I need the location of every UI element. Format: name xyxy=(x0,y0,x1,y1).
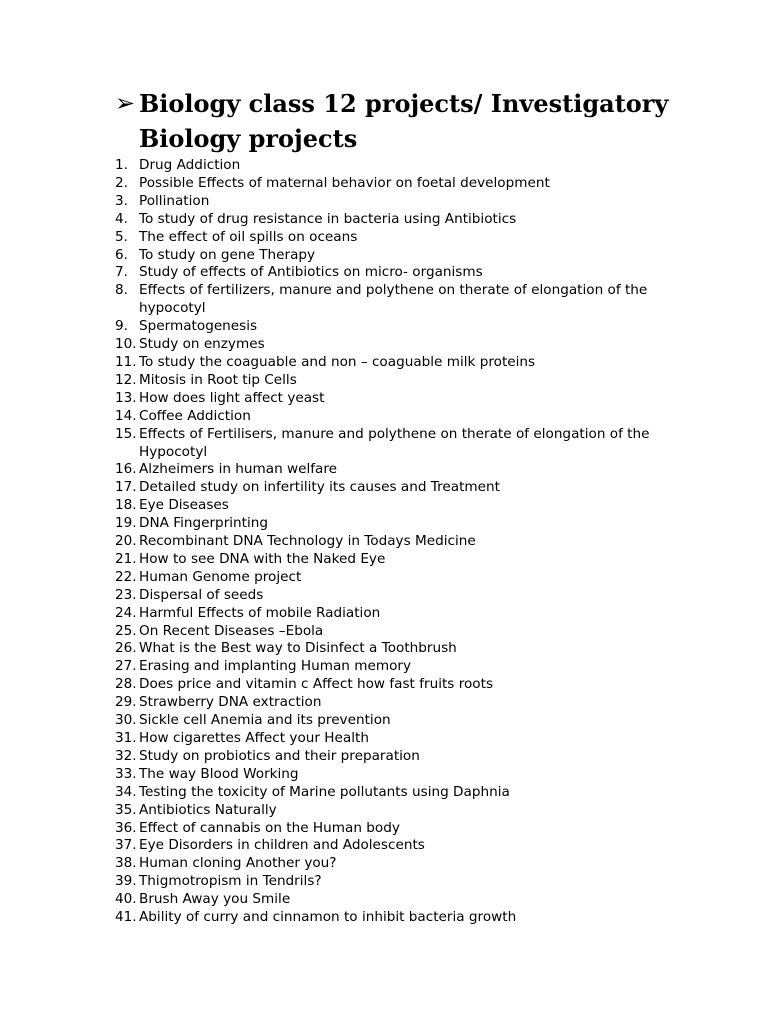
list-item-number: 36. xyxy=(115,819,137,836)
list-item-text: Antibiotics Naturally xyxy=(139,801,277,818)
list-item xyxy=(115,229,690,247)
list-item xyxy=(115,855,690,873)
list-item-number: 3. xyxy=(115,192,128,209)
list-item xyxy=(115,569,690,587)
list-item xyxy=(115,175,690,193)
list-item xyxy=(115,730,690,748)
list-item xyxy=(115,837,690,855)
list-item xyxy=(115,318,690,336)
list-item-text: To study on gene Therapy xyxy=(139,246,316,263)
list-item-text: To study the coaguable and non – coaguable milk proteins xyxy=(139,353,536,370)
list-item xyxy=(115,694,690,712)
list-item-text: Study on enzymes xyxy=(139,336,265,353)
list-item-text: Harmful Effects of mobile Radiation xyxy=(139,604,381,621)
list-item-number: 15. xyxy=(115,425,137,442)
list-item-number: 13. xyxy=(115,389,137,406)
list-item-number: 8. xyxy=(115,282,128,299)
list-item xyxy=(115,336,690,354)
list-item-text: On Recent Diseases –Ebola xyxy=(139,622,324,639)
list-item-number: 19. xyxy=(115,515,137,532)
list-item-number: 11. xyxy=(115,353,137,370)
list-item xyxy=(115,873,690,891)
list-item-number: 1. xyxy=(115,157,128,173)
list-item-number: 10. xyxy=(115,336,137,353)
list-item-number: 33. xyxy=(115,765,137,782)
list-item-text: Study of effects of Antibiotics on micro- organisms xyxy=(139,264,483,281)
list-item xyxy=(115,605,690,623)
list-item-number: 27. xyxy=(115,658,137,675)
list-item xyxy=(115,211,690,229)
list-item-number: 17. xyxy=(115,479,137,496)
list-item xyxy=(115,909,690,927)
list-item-number: 40. xyxy=(115,891,137,908)
list-item-text: Dispersal of seeds xyxy=(139,586,264,603)
list-item-text: Eye Diseases xyxy=(139,497,229,514)
list-item-number: 29. xyxy=(115,694,137,711)
list-item-text: Mitosis in Root tip Cells xyxy=(139,371,297,388)
list-item xyxy=(115,426,690,462)
list-item xyxy=(115,784,690,802)
list-item-number: 31. xyxy=(115,730,137,746)
list-item-text: Eye Disorders in children and Adolescents xyxy=(139,837,425,854)
list-item-text: Alzheimers in human welfare xyxy=(139,461,338,478)
list-item-text: Spermatogenesis xyxy=(139,318,258,335)
list-item-text: Effects of Fertilisers, manure and polythene on therate of elongation of the Hypocotyl xyxy=(139,425,650,460)
list-item-number: 26. xyxy=(115,640,137,657)
list-item-text: Pollination xyxy=(139,192,210,209)
arrow-bullet-icon: ➢ xyxy=(115,89,136,117)
list-item xyxy=(115,354,690,372)
list-item-number: 23. xyxy=(115,586,137,603)
list-item xyxy=(115,515,690,533)
list-item-text: How does light affect yeast xyxy=(139,389,325,406)
list-item-number: 7. xyxy=(115,264,128,281)
list-item xyxy=(115,551,690,569)
list-item xyxy=(115,712,690,730)
list-item-number: 2. xyxy=(115,174,128,191)
list-item xyxy=(115,461,690,479)
list-item xyxy=(115,372,690,390)
list-item-text: Coffee Addiction xyxy=(139,407,251,424)
list-item xyxy=(115,676,690,694)
list-item-number: 37. xyxy=(115,837,137,854)
list-item xyxy=(115,157,690,175)
list-item-text: Brush Away you Smile xyxy=(139,891,291,908)
list-item-number: 34. xyxy=(115,783,137,800)
list-item-number: 18. xyxy=(115,497,137,514)
list-item-text: What is the Best way to Disinfect a Toothbrush xyxy=(139,640,457,657)
list-item xyxy=(115,587,690,605)
list-item-number: 21. xyxy=(115,550,137,567)
list-item-text: Possible Effects of maternal behavior on foetal development xyxy=(139,174,550,191)
list-item-number: 6. xyxy=(115,246,128,263)
list-item xyxy=(115,247,690,265)
list-item-text: Human Genome project xyxy=(139,568,302,585)
list-item-number: 24. xyxy=(115,604,137,621)
list-item-text: Effect of cannabis on the Human body xyxy=(139,819,400,836)
list-item xyxy=(115,891,690,909)
list-item xyxy=(115,820,690,838)
list-item-text: How to see DNA with the Naked Eye xyxy=(139,550,386,567)
list-item-number: 25. xyxy=(115,622,137,639)
list-item-number: 16. xyxy=(115,461,137,478)
list-item-text: Study on probiotics and their preparation xyxy=(139,747,420,764)
list-item xyxy=(115,623,690,641)
list-item-text: Human cloning Another you? xyxy=(139,855,337,872)
list-item-text: Does price and vitamin c Affect how fast fruits roots xyxy=(139,676,494,693)
list-item xyxy=(115,658,690,676)
list-item xyxy=(115,264,690,282)
list-item-text: The way Blood Working xyxy=(139,765,299,782)
project-list xyxy=(115,157,690,927)
list-item-number: 20. xyxy=(115,533,137,550)
list-item-number: 12. xyxy=(115,371,137,388)
list-item xyxy=(115,533,690,551)
list-item-number: 35. xyxy=(115,801,137,818)
list-item-number: 38. xyxy=(115,855,137,872)
list-item-number: 9. xyxy=(115,318,128,335)
list-item-text: Recombinant DNA Technology in Todays Medicine xyxy=(139,533,476,550)
list-item-text: Erasing and implanting Human memory xyxy=(139,658,412,675)
list-item-number: 4. xyxy=(115,210,128,227)
list-item-number: 39. xyxy=(115,873,137,890)
list-item-number: 41. xyxy=(115,909,137,926)
list-item xyxy=(115,282,690,318)
list-item xyxy=(115,802,690,820)
document-heading xyxy=(115,86,715,156)
list-item-text: Strawberry DNA extraction xyxy=(139,694,322,711)
list-item xyxy=(115,408,690,426)
list-item xyxy=(115,193,690,211)
list-item-number: 28. xyxy=(115,676,137,693)
list-item-text: Effects of fertilizers, manure and polythene on therate of elongation of the hypocotyl xyxy=(139,282,648,317)
list-item-text: Detailed study on infertility its causes and Treatment xyxy=(139,479,500,496)
list-item xyxy=(115,748,690,766)
list-item-text: DNA Fingerprinting xyxy=(139,515,269,532)
list-item-text: Drug Addiction xyxy=(139,157,241,173)
list-item-number: 22. xyxy=(115,568,137,585)
list-item-text: Testing the toxicity of Marine pollutants using Daphnia xyxy=(139,783,510,800)
list-item-number: 14. xyxy=(115,407,137,424)
list-item-number: 5. xyxy=(115,228,128,245)
list-item-number: 30. xyxy=(115,712,137,729)
list-item-text: Ability of curry and cinnamon to inhibit bacteria growth xyxy=(139,909,517,926)
list-item xyxy=(115,390,690,408)
list-item-text: The effect of oil spills on oceans xyxy=(139,228,358,245)
list-item xyxy=(115,766,690,784)
list-item xyxy=(115,640,690,658)
list-item xyxy=(115,497,690,515)
list-item-text: Sickle cell Anemia and its prevention xyxy=(139,712,391,729)
list-item-text: To study of drug resistance in bacteria using Antibiotics xyxy=(139,210,517,227)
list-item xyxy=(115,479,690,497)
heading-text: Biology class 12 projects/ Investigatory Biology projects xyxy=(139,89,669,153)
list-item-text: How cigarettes Affect your Health xyxy=(139,730,369,746)
list-item-number: 32. xyxy=(115,747,137,764)
list-item-text: Thigmotropism in Tendrils? xyxy=(139,873,322,890)
